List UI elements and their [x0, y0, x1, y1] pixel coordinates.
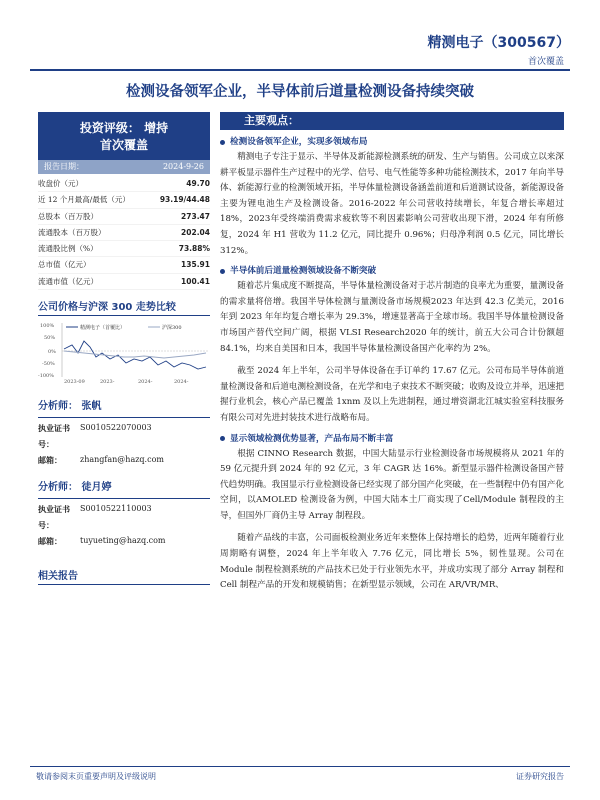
stat-row [38, 274, 210, 290]
coverage-label: 首次覆盖 [527, 57, 564, 67]
bullet-icon [220, 140, 225, 145]
body-paragraph: 精测电子专注于显示、半导体及新能源检测系统的研发、生产与销售。公司成立以来深耕平板显示器件生产过程中的光学、信号、电气性能等多种功能检测技术，2017 年向半导体、新能源行业的检测领域开拓，半导体量检测设备涵盖前道和后道测试设备，新能源设备主要为锂电池生产及检测设备。2016-2022 年公司营收持续增长，年复合增长率超过18%，2023年受终端消费需求疲软等不利因素影响公司营收出现下滑，2024 年有所修复，2024 年 H1 营收为 11.2 亿元，同比提升 0.96%；归母净利润 0.5 亿元，同比增长 312%。 [220, 152, 564, 256]
analyst-name: 分析师： 徒月婷 [38, 480, 210, 499]
stat-row [38, 209, 210, 225]
stat-row [38, 192, 210, 208]
analyst-mail-row [38, 533, 210, 549]
analyst-name: 分析师： 张帆 [38, 399, 210, 418]
report-date-row [38, 160, 210, 174]
chart-y-tick: 50% [44, 335, 56, 342]
footer-doc-type: 证券研究报告 [516, 772, 564, 781]
cert-label: 执业证书号： [38, 504, 70, 531]
rating-coverage: 首次覆盖 [99, 138, 148, 152]
stat-value: 202.04 [181, 227, 210, 237]
section-heading-text: 半导体前后道量检测领域设备不断突破 [230, 266, 377, 277]
legend-index: 沪深300 [162, 325, 182, 332]
sidebar [38, 112, 210, 585]
rating-box [38, 112, 210, 160]
stat-label: 流通市值（亿元） [38, 276, 98, 286]
body-paragraph: 随着产品线的丰富，公司面板检测业务近年来整体上保持增长的趋势，近两年随着行业周期略有调整，2024 年上半年收入 7.76 亿元，同比增长 5%，韧性显现。公司在Module 制程检测系统的产品技术已处于行业领先水平，并成功实现了部分 Array 制程和 Cell 制程产品的开发和规模销售；在新型显示领域，公司在 AR/VR/MR、 [220, 533, 564, 591]
stat-row [38, 225, 210, 241]
stat-label: 总股本（百万股） [38, 211, 98, 221]
stat-value: 93.19/44.48 [159, 195, 210, 205]
stat-row [38, 176, 210, 192]
chart-y-tick: -50% [42, 361, 55, 368]
analyst-cert-row [38, 501, 210, 533]
mail-label: 邮箱： [38, 455, 62, 466]
price-chart-svg [38, 319, 210, 385]
main-column [220, 112, 564, 594]
stat-label: 收盘价（元） [38, 179, 83, 188]
report-title: 检测设备领军企业，半导体前后道量检测设备持续突破 [126, 84, 474, 100]
section-heading [220, 432, 564, 446]
stat-label: 总市值（亿元） [38, 260, 91, 270]
stat-row [38, 241, 210, 257]
index-line [64, 351, 206, 358]
body-paragraph: 随着芯片集成度不断提高，半导体量检测设备对于芯片制造的良率尤为重要，量测设备的需求量将倍增。我国半导体检测与量测设备市场规模2023 年达到 42.3 亿美元，2016 年到 2023 年年均复合增长率为 29.3%，增速显著高于全球市场。我国半导体量检测设备市场国产替代空间广阔，根据 VLSI Research2020 年的统计，前五大公司合计份额超 84.1%，均来自美国和日本，我国半导体量检测设备国产化率约为 2%。 [220, 281, 564, 354]
footer-disclaimer: 敬请参阅末页重要声明及评级说明 [36, 772, 156, 781]
bullet-icon [220, 269, 225, 274]
stat-value: 49.70 [186, 179, 210, 188]
stats-table [38, 176, 210, 290]
header-divider [30, 69, 570, 71]
body-paragraph: 截至 2024 年上半年，公司半导体设备在手订单约 17.67 亿元。公司布局半导体前道量检测设备和后道电测检测设备，在光学和电子束技术不断突破；收购及设立并举，迅速把握行业机会，核心产品已覆盖 1xnm 及以上先进制程，通过增资湖北江城实验室科技服务有限公司对先进封装技术进行战略布局。 [220, 366, 564, 423]
analyst-cert-row [38, 420, 210, 452]
bullet-icon [220, 436, 225, 441]
chart-x-tick: 2023- [100, 379, 115, 386]
company-name: 精测电子（300567） [427, 35, 570, 51]
analyst-email[interactable]: tuyueting@hazq.com [80, 536, 166, 546]
stat-row [38, 257, 210, 273]
stat-value: 73.88% [178, 244, 210, 254]
chart-x-tick: 2024- [174, 379, 189, 386]
report-date-label: 报告日期： [44, 162, 84, 171]
cert-number: S0010522070003 [80, 423, 152, 433]
stat-label: 流通股比例（%） [38, 244, 98, 254]
body-paragraph: 根据 CINNO Research 数据，中国大陆显示行业检测设备市场规模将从 2021 年的 59 亿元提升到 2024 年的 92 亿元，3 年 CAGR 达 16%。新型显示器件检测设备国产替代趋势明确。我国显示行业检测设备已经实现了部分国产化突破，在一些制程中仍有国产化空间，以AMOLED 检测设备为例，中国大陆本土厂商实现了Cell/Module 制程段的主导，但国外厂商仍主导 Array 制程段。 [220, 448, 564, 521]
price-chart-heading: 公司价格与沪深 300 走势比较 [38, 298, 210, 316]
footer-divider [30, 766, 570, 767]
price-chart [38, 319, 210, 385]
stat-label: 流通股本（百万股） [38, 227, 106, 237]
stat-value: 100.41 [181, 276, 210, 286]
section-heading-text: 检测设备领军企业，实现多领域布局 [230, 137, 368, 147]
company-price-line [64, 341, 206, 369]
cert-label: 执业证书号： [38, 423, 70, 450]
section-heading-text: 显示领域检测优势显著，产品布局不断丰富 [230, 433, 394, 444]
analyst-card [38, 480, 210, 549]
chart-y-tick: -100% [38, 373, 54, 380]
rating-text: 投资评级： 增持 [79, 121, 169, 135]
section-heading [220, 135, 564, 149]
key-points-bar: 主要观点： [220, 112, 564, 130]
chart-x-tick: 2024- [138, 379, 153, 386]
analyst-mail-row [38, 452, 210, 468]
section-heading [220, 264, 564, 278]
cert-number: S0010522110003 [80, 504, 152, 514]
chart-x-tick: 2023-09 [64, 379, 85, 386]
analyst-card [38, 399, 210, 468]
analyst-email[interactable]: zhangfan@hazq.com [80, 455, 164, 465]
stat-value: 135.91 [181, 260, 210, 270]
mail-label: 邮箱： [38, 536, 62, 547]
related-reports-heading: 相关报告 [38, 567, 210, 585]
report-date-value: 2024-9-26 [162, 162, 204, 171]
stat-value: 273.47 [181, 211, 210, 221]
legend-company: 精测电子（首覆比） [80, 325, 126, 332]
stat-label: 近 12 个月最高/最低（元） [38, 195, 130, 205]
chart-y-tick: 0% [48, 349, 56, 356]
chart-y-tick: 100% [40, 323, 55, 330]
